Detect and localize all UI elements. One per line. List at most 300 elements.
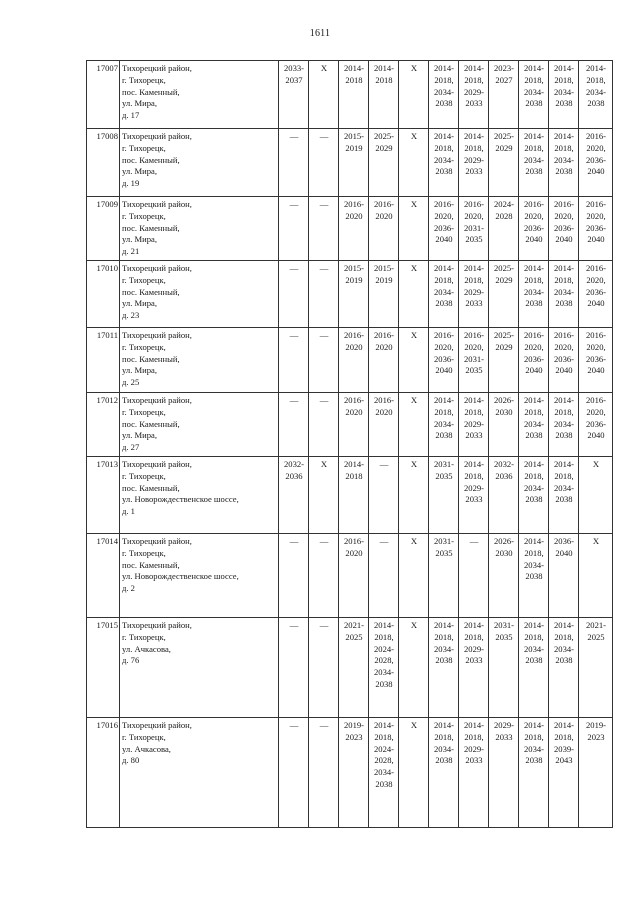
period-cell	[309, 457, 339, 534]
period-cell	[579, 129, 613, 197]
address-line: пос. Каменный,	[122, 86, 180, 97]
period-line: 2029	[495, 274, 513, 285]
row-number: 17014	[87, 534, 120, 618]
period-cell	[399, 393, 429, 457]
period-line: 2036-	[553, 353, 575, 364]
period-cell	[369, 261, 399, 328]
period-cell	[339, 261, 369, 328]
period-cell	[519, 618, 549, 718]
period-line: 2036	[285, 470, 303, 481]
period-line: 2034-	[373, 667, 395, 678]
address-line: пос. Каменный,	[122, 482, 180, 493]
address-line: пос. Каменный,	[122, 286, 180, 297]
period-line: —	[289, 131, 299, 141]
period-line: 2014-	[463, 620, 485, 630]
period-cell	[279, 261, 309, 328]
period-line: 2032-	[283, 459, 305, 469]
period-cell	[549, 129, 579, 197]
period-line: 2016-	[523, 330, 545, 340]
period-line: 2016-	[433, 330, 455, 340]
period-line: 2032-	[493, 459, 515, 469]
period-line: 2031-	[493, 620, 515, 630]
period-cell	[549, 61, 579, 129]
period-line: 2038	[555, 655, 573, 666]
period-line: 2019-	[585, 720, 607, 730]
period-cell	[369, 618, 399, 718]
period-line: 2023-	[493, 63, 515, 73]
period-line: 2033	[465, 166, 483, 177]
period-line: 2034-	[523, 86, 545, 97]
period-line: 2034-	[433, 286, 455, 297]
period-line: 2020,	[586, 210, 606, 221]
period-cell	[309, 393, 339, 457]
period-line: 2014-	[463, 720, 485, 730]
period-cell	[579, 261, 613, 328]
period-cell	[459, 534, 489, 618]
period-line: 2018,	[464, 142, 484, 153]
period-line: 2038	[525, 655, 543, 666]
address-line: д. 25	[122, 377, 140, 388]
period-line: 2020,	[434, 210, 454, 221]
period-line: 2038	[525, 494, 543, 505]
row-number: 17015	[87, 618, 120, 718]
period-line: 2020,	[464, 341, 484, 352]
period-line: 2014-	[523, 131, 545, 141]
period-cell	[459, 129, 489, 197]
period-line: —	[289, 263, 299, 273]
period-cell	[549, 718, 579, 828]
row-number: 17010	[87, 261, 120, 328]
period-line: 2018,	[464, 731, 484, 742]
period-cell	[519, 328, 549, 393]
period-line: —	[319, 330, 329, 340]
period-cell	[339, 457, 369, 534]
period-line: 2018,	[554, 631, 574, 642]
period-cell	[399, 618, 429, 718]
period-line: 2014-	[463, 263, 485, 273]
address-line: пос. Каменный,	[122, 353, 180, 364]
period-line: 2026-	[493, 395, 515, 405]
period-line: 2038	[525, 430, 543, 441]
period-cell	[549, 393, 579, 457]
period-cell	[579, 457, 613, 534]
period-cell	[339, 718, 369, 828]
address-line: пос. Каменный,	[122, 222, 180, 233]
period-line: 2029	[495, 142, 513, 153]
address-line: г. Тихорецк,	[122, 731, 166, 742]
address-cell	[120, 328, 279, 393]
period-line: 2036-	[523, 353, 545, 364]
period-cell	[489, 457, 519, 534]
period-cell	[309, 197, 339, 261]
period-line: 2038	[435, 166, 453, 177]
table-row	[87, 61, 613, 129]
address-cell	[120, 129, 279, 197]
period-cell	[429, 328, 459, 393]
row-number: 17009	[87, 197, 120, 261]
period-line: 2018,	[524, 142, 544, 153]
period-line: 2029-	[463, 743, 485, 754]
registry-table	[86, 60, 613, 828]
address-line: д. 17	[122, 110, 140, 121]
period-line: 2014-	[553, 131, 575, 141]
period-cell	[579, 197, 613, 261]
period-cell	[309, 261, 339, 328]
period-line: 2020,	[586, 142, 606, 153]
period-line: —	[319, 720, 329, 730]
period-line: 2038	[375, 778, 393, 789]
period-cell	[519, 718, 549, 828]
period-line: 2031-	[433, 459, 455, 469]
period-line: X	[592, 536, 600, 546]
period-line: 2021-	[585, 620, 607, 630]
address-cell	[120, 457, 279, 534]
period-line: 2035	[495, 631, 513, 642]
period-line: 2020,	[586, 274, 606, 285]
address-line: пос. Каменный,	[122, 154, 180, 165]
period-line: 2016-	[373, 330, 395, 340]
period-line: 2019-	[343, 720, 365, 730]
period-line: 2038	[525, 166, 543, 177]
period-cell	[369, 393, 399, 457]
address-line: д. 2	[122, 583, 135, 594]
period-line: —	[289, 395, 299, 405]
period-line: 2038	[375, 678, 393, 689]
period-cell	[489, 197, 519, 261]
period-line: 2015-	[373, 263, 395, 273]
period-line: —	[319, 620, 329, 630]
period-line: 2029-	[463, 418, 485, 429]
period-line: 2016-	[523, 199, 545, 209]
period-line: 2014-	[523, 263, 545, 273]
address-line: г. Тихорецк,	[122, 210, 166, 221]
registry-rows	[87, 61, 613, 828]
period-cell	[459, 618, 489, 718]
period-line: 2036-	[585, 222, 607, 233]
period-cell	[279, 197, 309, 261]
period-cell	[459, 457, 489, 534]
period-line: 2019	[375, 274, 393, 285]
period-line: 2016-	[373, 395, 395, 405]
period-line: 2040	[525, 365, 543, 376]
period-line: 2018,	[434, 142, 454, 153]
period-cell	[339, 618, 369, 718]
period-cell	[309, 618, 339, 718]
address-line: г. Тихорецк,	[122, 341, 166, 352]
period-cell	[429, 457, 459, 534]
period-line: 2016-	[373, 199, 395, 209]
period-line: 2019	[345, 142, 363, 153]
period-line: 2034-	[433, 418, 455, 429]
period-line: —	[289, 536, 299, 546]
period-line: 2034-	[523, 743, 545, 754]
period-cell	[279, 534, 309, 618]
period-cell	[429, 718, 459, 828]
period-line: 2014-	[553, 395, 575, 405]
period-line: 2023	[587, 731, 605, 742]
row-number: 17011	[87, 328, 120, 393]
period-line: 2038	[525, 98, 543, 109]
period-line: 2018,	[374, 631, 394, 642]
period-line: 2018,	[374, 731, 394, 742]
period-line: 2020,	[464, 210, 484, 221]
period-line: 2018,	[554, 274, 574, 285]
period-line: 2034-	[553, 482, 575, 493]
period-cell	[459, 328, 489, 393]
table-row	[87, 328, 613, 393]
period-line: X	[410, 263, 418, 273]
period-line: 2018,	[554, 74, 574, 85]
period-line: X	[410, 459, 418, 469]
period-line: 2024-	[493, 199, 515, 209]
period-line: 2040	[587, 298, 605, 309]
period-line: 2014-	[433, 620, 455, 630]
period-cell	[339, 197, 369, 261]
period-line: X	[410, 536, 418, 546]
period-line: —	[319, 536, 329, 546]
period-line: 2033	[465, 494, 483, 505]
address-line: г. Тихорецк,	[122, 547, 166, 558]
period-line: 2014-	[433, 720, 455, 730]
address-line: пос. Каменный,	[122, 418, 180, 429]
period-line: 2014-	[585, 63, 607, 73]
period-line: 2040	[587, 365, 605, 376]
period-cell	[549, 534, 579, 618]
period-line: 2014-	[433, 263, 455, 273]
period-line: 2031-	[463, 353, 485, 364]
address-line: ул. Ачкасова,	[122, 643, 171, 654]
period-line: 2038	[555, 166, 573, 177]
period-cell	[399, 261, 429, 328]
period-line: 2014-	[433, 131, 455, 141]
period-line: 2018,	[464, 631, 484, 642]
period-line: 2034-	[553, 86, 575, 97]
period-line: 2034-	[553, 418, 575, 429]
period-cell	[279, 457, 309, 534]
period-line: 2040	[435, 234, 453, 245]
period-line: 2038	[525, 298, 543, 309]
address-line: г. Тихорецк,	[122, 274, 166, 285]
period-line: 2014-	[523, 459, 545, 469]
period-line: 2014-	[343, 459, 365, 469]
period-line: —	[469, 536, 479, 546]
period-cell	[489, 129, 519, 197]
period-cell	[399, 328, 429, 393]
period-cell	[309, 328, 339, 393]
period-line: 2016-	[343, 536, 365, 546]
period-line: 2020	[375, 210, 393, 221]
table-row	[87, 393, 613, 457]
address-line: ул. Мира,	[122, 430, 158, 441]
period-line: —	[289, 720, 299, 730]
period-line: 2038	[435, 655, 453, 666]
period-line: 2018,	[434, 406, 454, 417]
period-line: 2040	[555, 234, 573, 245]
period-line: 2035	[465, 234, 483, 245]
period-line: 2018	[345, 470, 363, 481]
period-line: 2034-	[433, 86, 455, 97]
period-line: 2014-	[373, 620, 395, 630]
period-line: 2028	[495, 210, 513, 221]
period-line: 2038	[555, 494, 573, 505]
period-line: X	[410, 720, 418, 730]
period-line: 2034-	[433, 154, 455, 165]
period-line: 2036-	[585, 353, 607, 364]
period-line: 2020	[375, 341, 393, 352]
period-line: 2036-	[585, 418, 607, 429]
period-line: 2038	[435, 98, 453, 109]
row-number: 17012	[87, 393, 120, 457]
period-line: X	[410, 330, 418, 340]
period-line: 2036	[495, 470, 513, 481]
address-line: Тихорецкий район,	[122, 459, 192, 469]
address-cell	[120, 197, 279, 261]
period-line: 2034-	[523, 643, 545, 654]
period-line: X	[410, 395, 418, 405]
address-cell	[120, 718, 279, 828]
period-line: 2014-	[523, 536, 545, 546]
period-cell	[369, 328, 399, 393]
address-line: Тихорецкий район,	[122, 395, 192, 405]
period-line: 2031-	[463, 222, 485, 233]
period-line: 2034-	[433, 743, 455, 754]
period-line: 2034-	[585, 86, 607, 97]
period-cell	[399, 61, 429, 129]
period-line: 2020	[345, 547, 363, 558]
period-cell	[279, 393, 309, 457]
period-cell	[369, 197, 399, 261]
period-cell	[429, 197, 459, 261]
address-line: д. 80	[122, 755, 140, 766]
period-line: —	[319, 131, 329, 141]
period-cell	[459, 718, 489, 828]
table-row	[87, 718, 613, 828]
page-number: 1611	[309, 28, 331, 39]
period-line: 2039-	[553, 743, 575, 754]
period-line: 2035	[435, 470, 453, 481]
period-line: 2018	[375, 74, 393, 85]
period-line: 2034-	[373, 767, 395, 778]
period-line: 2019	[345, 274, 363, 285]
period-line: 2040	[587, 166, 605, 177]
period-line: —	[319, 395, 329, 405]
period-line: 2036-	[553, 536, 575, 546]
period-line: 2025-	[373, 131, 395, 141]
period-line: 2014-	[433, 395, 455, 405]
period-line: 2040	[555, 547, 573, 558]
period-line: 2033	[465, 755, 483, 766]
period-cell	[309, 129, 339, 197]
period-line: 2016-	[585, 330, 607, 340]
period-line: 2018,	[554, 470, 574, 481]
address-line: г. Тихорецк,	[122, 74, 166, 85]
period-line: 2016-	[463, 199, 485, 209]
period-cell	[369, 457, 399, 534]
address-line: ул. Новорождественское шоссе,	[122, 571, 239, 582]
period-cell	[579, 718, 613, 828]
address-line: Тихорецкий район,	[122, 199, 192, 209]
period-line: X	[320, 459, 328, 469]
address-cell	[120, 61, 279, 129]
period-line: 2025	[587, 631, 605, 642]
period-cell	[279, 328, 309, 393]
period-line: 2016-	[585, 395, 607, 405]
address-line: д. 21	[122, 246, 140, 257]
address-line: ул. Мира,	[122, 166, 158, 177]
period-line: 2016-	[553, 330, 575, 340]
period-line: 2029	[495, 341, 513, 352]
period-line: 2020	[345, 210, 363, 221]
period-cell	[549, 328, 579, 393]
period-line: 2034-	[523, 482, 545, 493]
period-cell	[369, 534, 399, 618]
period-cell	[309, 61, 339, 129]
period-cell	[369, 129, 399, 197]
period-cell	[519, 261, 549, 328]
period-line: X	[410, 63, 418, 73]
period-cell	[549, 197, 579, 261]
period-line: 2014-	[553, 720, 575, 730]
period-line: 2018,	[524, 74, 544, 85]
address-line: г. Тихорецк,	[122, 406, 166, 417]
period-cell	[459, 61, 489, 129]
period-line: 2014-	[523, 395, 545, 405]
address-line: д. 23	[122, 310, 140, 321]
table-row	[87, 534, 613, 618]
period-line: 2021-	[343, 620, 365, 630]
period-cell	[339, 61, 369, 129]
address-line: ул. Мира,	[122, 298, 158, 309]
period-line: 2016-	[433, 199, 455, 209]
period-cell	[429, 534, 459, 618]
period-line: 2014-	[523, 63, 545, 73]
period-line: 2018,	[524, 631, 544, 642]
period-line: —	[319, 263, 329, 273]
period-line: —	[379, 459, 389, 469]
row-number: 17007	[87, 61, 120, 129]
period-cell	[339, 393, 369, 457]
period-line: 2043	[555, 755, 573, 766]
period-line: 2038	[555, 98, 573, 109]
period-line: 2040	[555, 365, 573, 376]
address-line: Тихорецкий район,	[122, 536, 192, 546]
period-cell	[489, 534, 519, 618]
period-line: 2031-	[433, 536, 455, 546]
period-line: 2025	[345, 631, 363, 642]
period-cell	[369, 61, 399, 129]
period-line: —	[319, 199, 329, 209]
period-line: 2036-	[523, 222, 545, 233]
period-line: 2029-	[463, 86, 485, 97]
period-line: 2018,	[464, 470, 484, 481]
period-line: 2029	[375, 142, 393, 153]
period-line: 2034-	[553, 286, 575, 297]
period-line: 2035	[435, 547, 453, 558]
period-line: 2018,	[434, 731, 454, 742]
period-cell	[399, 718, 429, 828]
period-line: X	[410, 620, 418, 630]
address-line: Тихорецкий район,	[122, 330, 192, 340]
period-line: 2014-	[463, 131, 485, 141]
period-line: 2040	[435, 365, 453, 376]
period-line: 2014-	[463, 63, 485, 73]
period-line: 2014-	[523, 720, 545, 730]
period-cell	[279, 618, 309, 718]
table-row	[87, 197, 613, 261]
period-line: 2020,	[586, 406, 606, 417]
period-line: 2018,	[524, 547, 544, 558]
period-line: 2034-	[553, 643, 575, 654]
